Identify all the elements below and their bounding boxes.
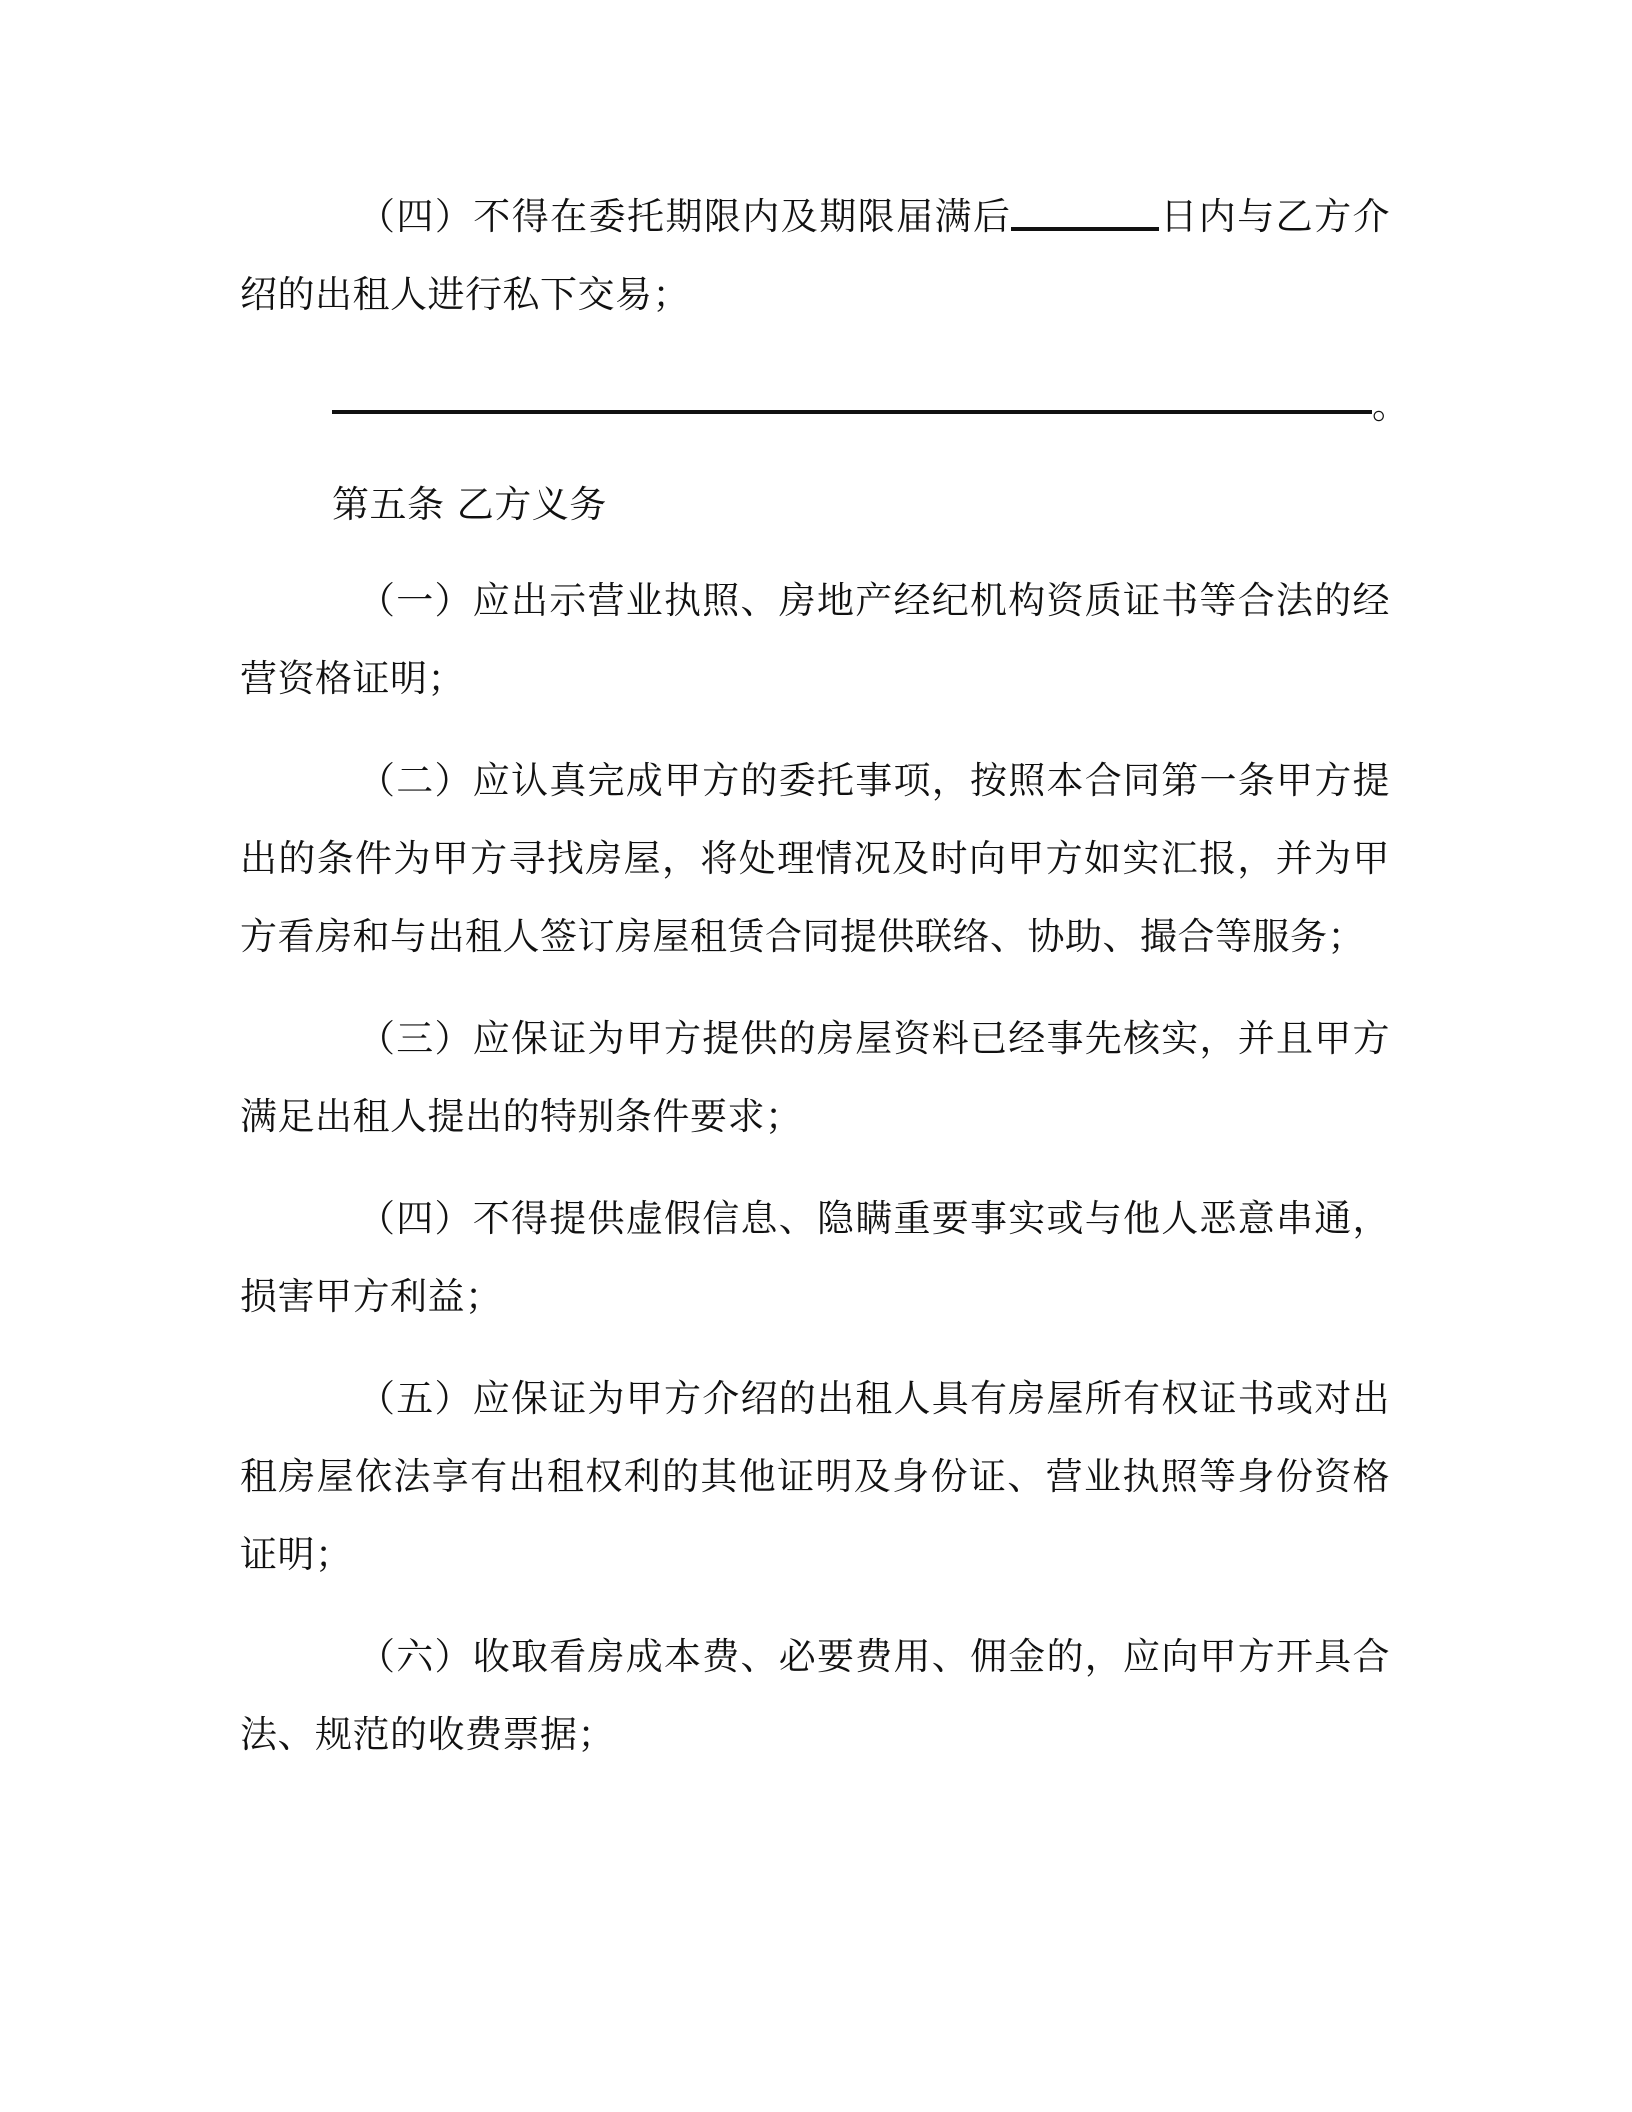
long-blank	[332, 410, 1372, 414]
obligation-4: （四）不得提供虚假信息、隐瞒重要事实或与他人恶意串通，损害甲方利益；	[240, 1197, 1390, 1318]
clause-4-4-text-before: （四）不得在委托期限内及期限届满后	[358, 195, 1012, 238]
clause-4-4-text-after: 日内与乙方介绍的出租人进行私下交易；	[240, 195, 1390, 316]
clause-4-4-paragraph	[240, 178, 1390, 334]
obligation-1: （一）应出示营业执照、房地产经纪机构资质证书等合法的经营资格证明；	[240, 579, 1390, 700]
obligation-6: （六）收取看房成本费、必要费用、佣金的，应向甲方开具合法、规范的收费票据；	[240, 1635, 1390, 1756]
obligation-2: （二）应认真完成甲方的委托事项，按照本合同第一条甲方提出的条件为甲方寻找房屋，将处理情况及时向甲方如实汇报，并为甲方看房和与出租人签订房屋租赁合同提供联络、协助、撮合等服务；	[240, 759, 1390, 958]
blank-line-period: 。	[1372, 384, 1409, 427]
obligation-3: （三）应保证为甲方提供的房屋资料已经事先核实，并且甲方满足出租人提出的特别条件要求；	[240, 1017, 1390, 1138]
obligation-5: （五）应保证为甲方介绍的出租人具有房屋所有权证书或对出租房屋依法享有出租权利的其他证明及身份证、营业执照等身份资格证明；	[240, 1377, 1390, 1576]
article-5-heading: 第五条 乙方义务	[332, 483, 607, 526]
days-blank	[1011, 191, 1159, 231]
supplementary-blank-line	[332, 376, 1409, 436]
